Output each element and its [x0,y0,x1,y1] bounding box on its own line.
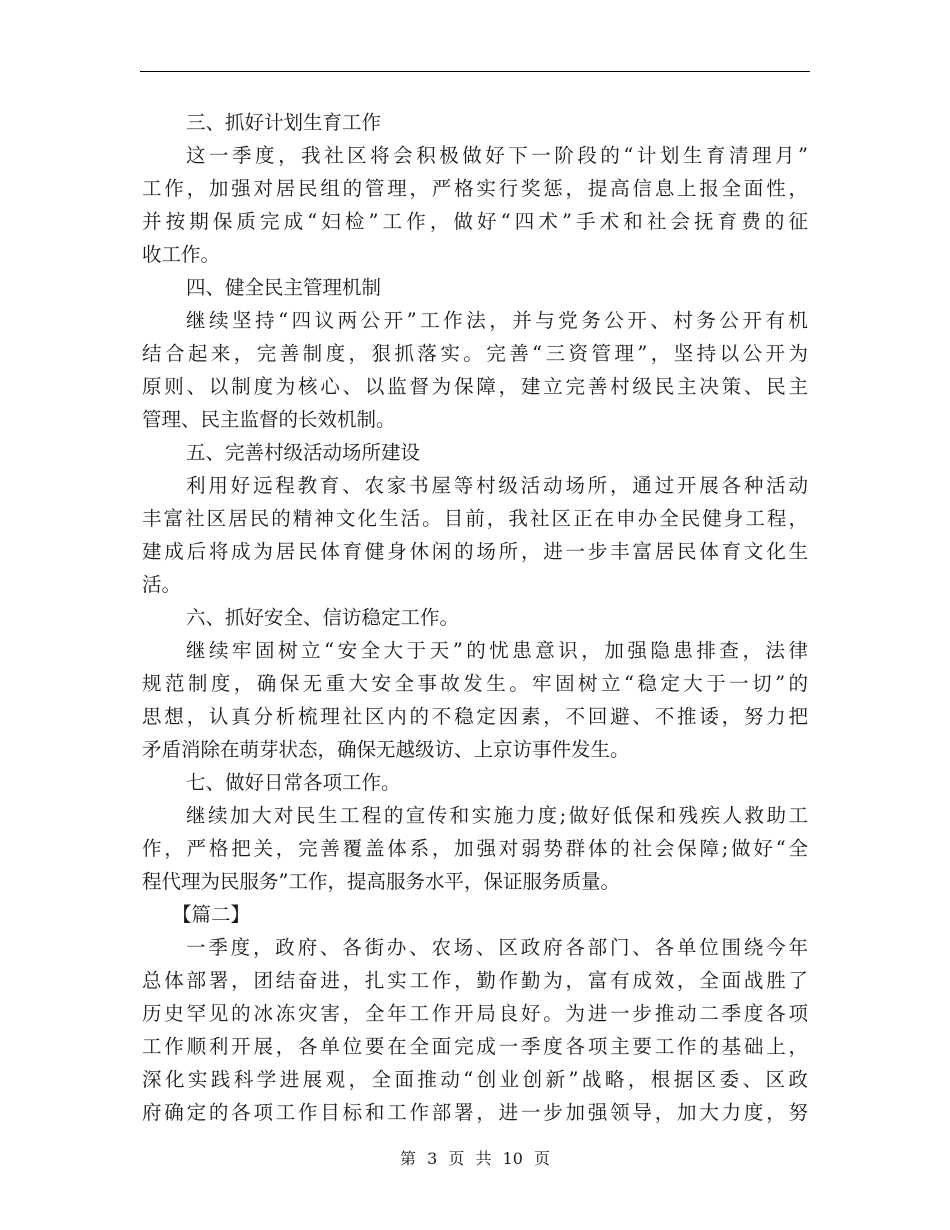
text-line: 并按期保质完成“妇检”工作，做好“四术”手术和社会抚育费的征 [142,210,808,233]
text-line: 三、抓好计划生育工作 [186,111,382,134]
text-line: 原则、以制度为核心、以监督为保障，建立完善村级民主决策、民主 [142,375,808,398]
text-line: 深化实践科学进展观，全面推动“创业创新”战略，根据区委、区政 [142,1068,808,1091]
text-line: 工作，加强对居民组的管理，严格实行奖惩，提高信息上报全面性， [142,177,808,200]
text-line: 五、完善村级活动场所建设 [186,441,421,464]
text-line: 矛盾消除在萌芽状态，确保无越级访、上京访事件发生。 [142,738,630,761]
text-line: 【篇二】 [172,903,251,926]
header-rule [140,71,810,72]
text-line: 作，严格把关，完善覆盖体系，加强对弱势群体的社会保障;做好“全 [142,837,808,860]
text-line: 建成后将成为居民体育健身休闲的场所，进一步丰富居民体育文化生 [142,540,808,563]
text-line: 这一季度，我社区将会积极做好下一阶段的“计划生育清理月” [186,144,808,167]
text-line: 继续加大对民生工程的宣传和实施力度;做好低保和残疾人救助工 [186,804,808,827]
text-line: 结合起来，完善制度，狠抓落实。完善“三资管理”，坚持以公开为 [142,342,808,365]
text-line: 丰富社区居民的精神文化生活。目前，我社区正在申办全民健身工程， [142,507,808,530]
text-line: 一季度，政府、各街办、农场、区政府各部门、各单位围绕今年 [186,936,808,959]
text-line: 管理、民主监督的长效机制。 [142,408,396,431]
text-line: 继续牢固树立“安全大于天”的忧患意识，加强隐患排查，法律 [186,639,808,662]
text-line: 七、做好日常各项工作。 [186,771,401,794]
text-line: 四、健全民主管理机制 [186,276,382,299]
text-line: 思想，认真分析梳理社区内的不稳定因素，不回避、不推诿，努力把 [142,705,808,728]
text-line: 总体部署，团结奋进，扎实工作，勤作勤为，富有成效，全面战胜了 [142,969,808,992]
document-body [142,106,808,1129]
text-line: 工作顺利开展，各单位要在全面完成一季度各项主要工作的基础上， [142,1035,808,1058]
text-line: 规范制度，确保无重大安全事故发生。牢固树立“稳定大于一切”的 [142,672,808,695]
text-line: 活。 [142,573,182,596]
text-line: 历史罕见的冰冻灾害，全年工作开局良好。为进一步推动二季度各项 [142,1002,808,1025]
text-line: 收工作。 [142,243,221,266]
text-line: 利用好远程教育、农家书屋等村级活动场所，通过开展各种活动 [186,474,808,497]
text-line: 继续坚持“四议两公开”工作法，并与党务公开、村务公开有机 [186,309,808,332]
text-line: 六、抓好安全、信访稳定工作。 [186,606,460,629]
text-line: 程代理为民服务”工作，提高服务水平，保证服务质量。 [142,870,620,893]
text-line: 府确定的各项工作目标和工作部署，进一步加强领导，加大力度，努 [142,1101,808,1124]
page-number-footer: 第 3 页 共 10 页 [400,1149,550,1168]
